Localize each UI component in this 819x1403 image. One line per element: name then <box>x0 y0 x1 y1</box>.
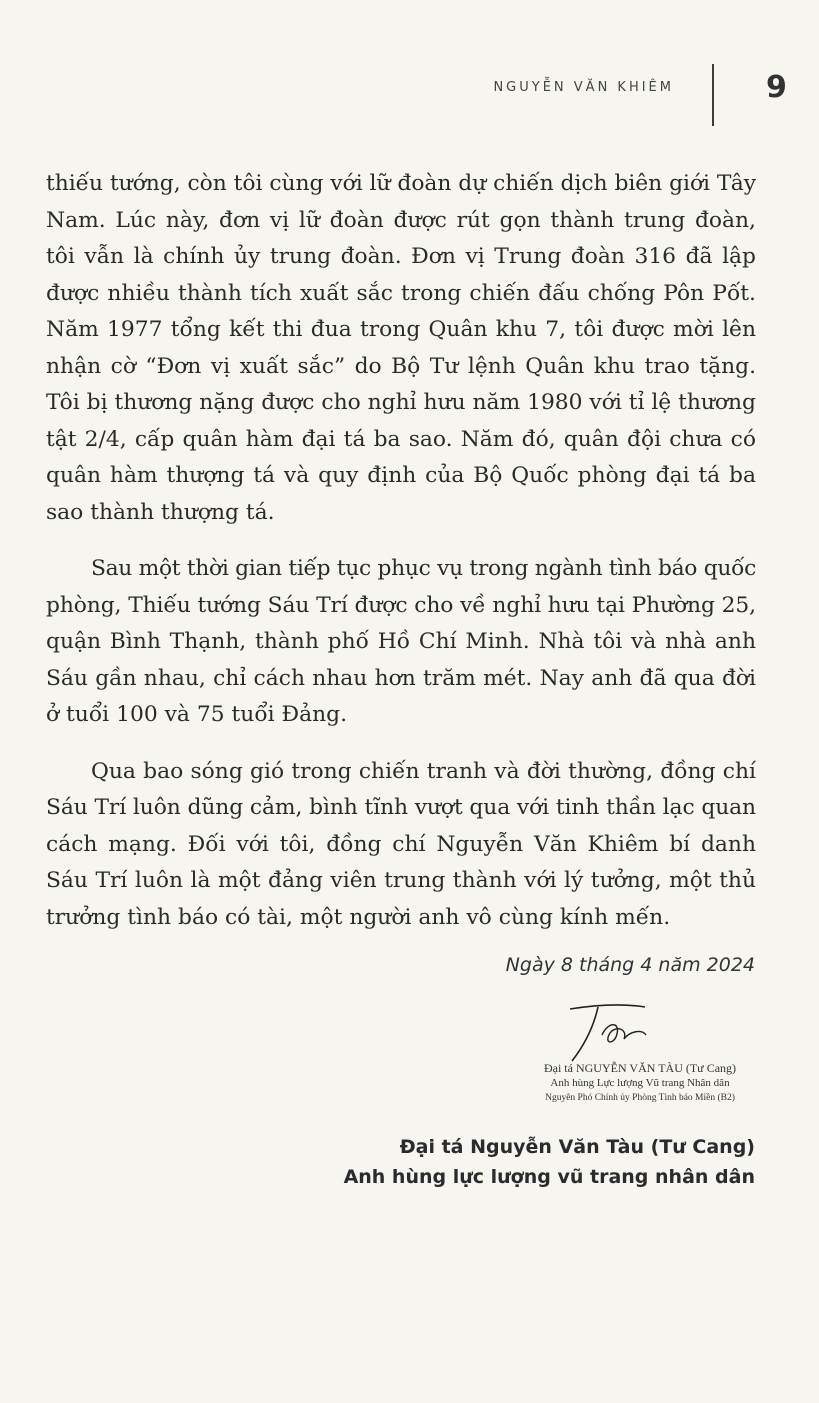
paragraph <box>46 551 756 734</box>
page-number: 9 <box>766 70 787 105</box>
signatory <box>344 1132 755 1192</box>
text-line: Sau một thời gian tiếp tục phục vụ trong ngành tình báo quốc <box>91 556 756 581</box>
text-line: Tôi bị thương nặng được cho nghỉ hưu năm 1980 với tỉ lệ thương <box>46 390 756 415</box>
text-line: được nhiều thành tích xuất sắc trong chiến đấu chống Pôn Pốt. <box>46 280 756 306</box>
paragraph <box>46 754 756 937</box>
running-header-author: NGUYỄN VĂN KHIÊM <box>493 80 674 95</box>
text-line: thiếu tướng, còn tôi cùng với lữ đoàn dự chiến dịch biên giới Tây <box>46 171 756 196</box>
text-line: sao thành thượng tá. <box>46 499 275 525</box>
handwritten-signature <box>550 995 700 1065</box>
stamp-position: Nguyên Phó Chính ủy Phòng Tình báo Miền (B2) <box>545 1093 735 1103</box>
signature-stamp <box>510 1060 770 1105</box>
signatory-name: Đại tá Nguyễn Văn Tàu (Tư Cang) <box>399 1136 755 1158</box>
paragraph <box>46 166 756 531</box>
body-text <box>46 166 756 956</box>
text-line: nhận cờ “Đơn vị xuất sắc” do Bộ Tư lệnh Quân khu trao tặng. <box>46 353 756 379</box>
text-line: trưởng tình báo có tài, một người anh vô cùng kính mến. <box>46 904 671 930</box>
text-line: Qua bao sóng gió trong chiến tranh và đời thường, đồng chí <box>91 758 756 784</box>
text-line: Sáu Trí luôn dũng cảm, bình tĩnh vượt qua với tinh thần lạc quan <box>46 795 756 820</box>
stamp-name: Đại tá NGUYỄN VĂN TÀU (Tư Cang) <box>543 1061 737 1075</box>
text-line: phòng, Thiếu tướng Sáu Trí được cho về nghỉ hưu tại Phường 25, <box>46 592 756 618</box>
signatory-title: Anh hùng lực lượng vũ trang nhân dân <box>343 1166 755 1188</box>
text-line: quận Bình Thạnh, thành phố Hồ Chí Minh. Nhà tôi và nhà anh <box>46 629 756 654</box>
text-line: Sáu Trí luôn là một đảng viên trung thành với lý tưởng, một thủ <box>46 868 756 893</box>
text-line: Năm 1977 tổng kết thi đua trong Quân khu 7, tôi được mời lên <box>46 317 756 342</box>
text-line: cách mạng. Đối với tôi, đồng chí Nguyễn Văn Khiêm bí danh <box>46 831 756 857</box>
text-line: quân hàm thượng tá và quy định của Bộ Quốc phòng đại tá ba <box>46 463 756 488</box>
stamp-honor: Anh hùng Lực lượng Vũ trang Nhân dân <box>550 1077 730 1089</box>
text-line: Sáu gần nhau, chỉ cách nhau hơn trăm mét. Nay anh đã qua đời <box>46 665 756 691</box>
text-line: ở tuổi 100 và 75 tuổi Đảng. <box>46 702 348 727</box>
text-line: tật 2/4, cấp quân hàm đại tá ba sao. Năm đó, quân đội chưa có <box>46 426 756 452</box>
text-line: Nam. Lúc này, đơn vị lữ đoàn được rút gọn thành trung đoàn, <box>46 207 756 233</box>
header-divider <box>712 64 714 126</box>
letter-date: Ngày 8 tháng 4 năm 2024 <box>505 954 755 976</box>
text-line: tôi vẫn là chính ủy trung đoàn. Đơn vị Trung đoàn 316 đã lập <box>46 244 756 269</box>
